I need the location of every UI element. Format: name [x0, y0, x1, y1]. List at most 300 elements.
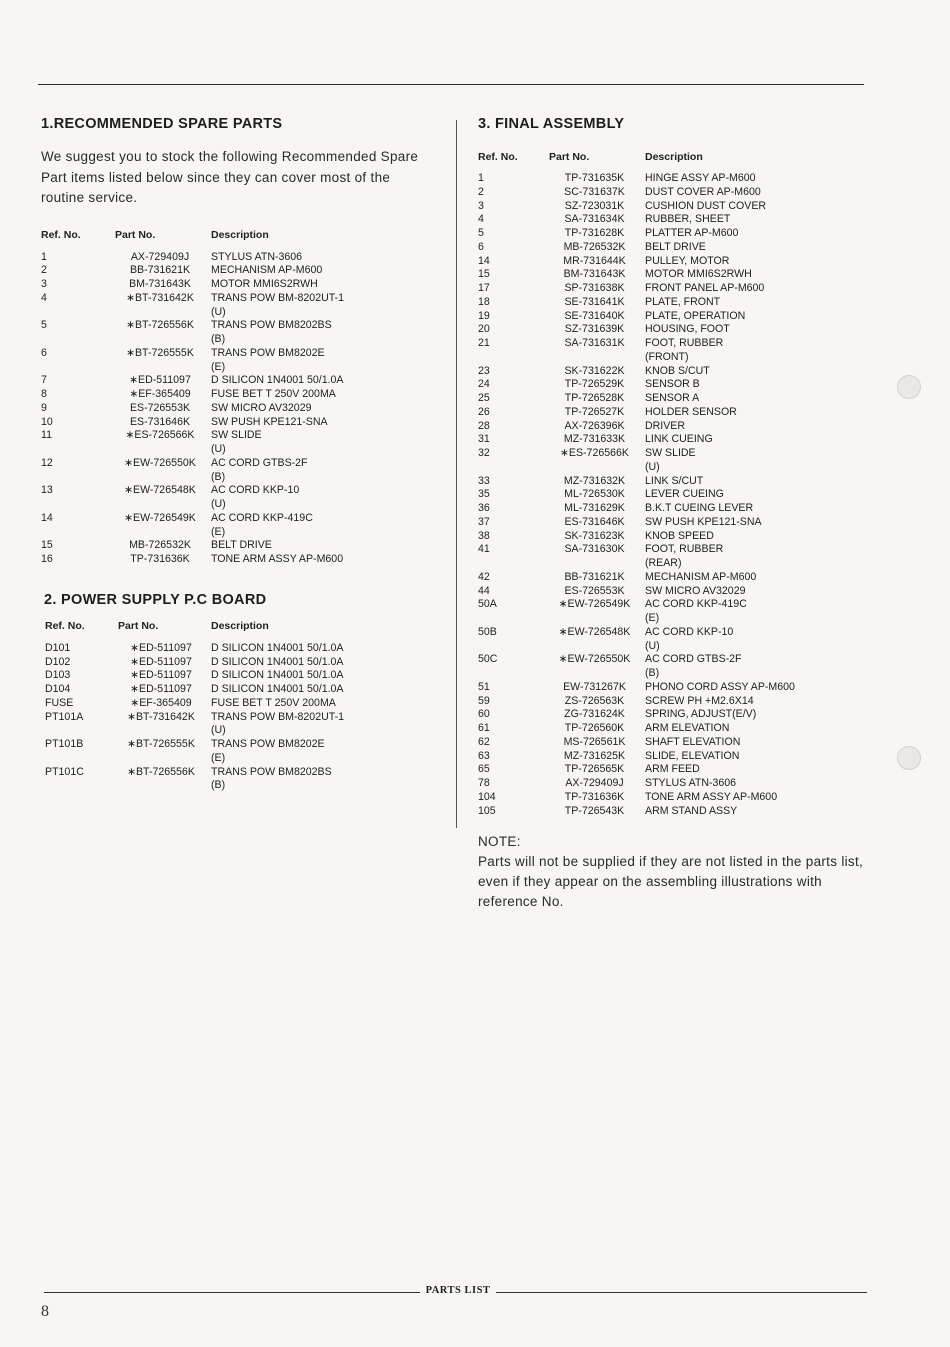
description-cell — [211, 292, 441, 320]
description-line: CUSHION DUST COVER — [645, 199, 767, 212]
ref-no-cell: 33 — [478, 474, 490, 487]
part-no-cell: ES-731646K — [564, 515, 625, 528]
description-line: PHONO CORD ASSY AP-M600 — [645, 680, 795, 693]
ref-no-cell: 21 — [478, 337, 490, 349]
table-row — [478, 681, 873, 695]
description-cell — [645, 268, 873, 282]
part-no-cell: SA-731634K — [564, 213, 625, 226]
ref-no-cell: 14 — [41, 511, 53, 524]
part-no-cell: AX-729409J — [565, 777, 624, 789]
description-line: D SILICON 1N4001 50/1.0A — [211, 669, 344, 682]
description-line: STYLUS ATN-3606 — [645, 777, 737, 789]
ref-no-cell: 1 — [478, 172, 484, 184]
ref-no-cell: 6 — [41, 346, 47, 359]
ref-no-cell: 17 — [478, 282, 490, 294]
description-cell — [645, 777, 873, 791]
header-ref-no: Ref. No. — [478, 151, 518, 163]
table-row — [478, 736, 873, 750]
table-row — [478, 337, 873, 365]
table-header — [478, 151, 873, 163]
table-header — [41, 229, 441, 241]
part-no-cell: BM-731643K — [129, 278, 191, 290]
description-cell — [645, 296, 873, 310]
part-no-cell: SE-731640K — [564, 309, 625, 322]
ref-no-cell: 28 — [478, 419, 490, 432]
description-cell — [211, 683, 441, 697]
description-line: LEVER CUEING — [645, 488, 724, 501]
description-line: D SILICON 1N4001 50/1.0A — [211, 655, 344, 668]
part-no-cell: ∗BT-726555K — [127, 738, 195, 750]
description-cell — [645, 365, 873, 379]
table-row — [45, 642, 441, 656]
description-line: MOTOR MMI6S2RWH — [645, 268, 752, 281]
final-assembly-table — [478, 151, 873, 818]
description-line: AC CORD GTBS-2F — [211, 456, 308, 469]
table-row — [478, 777, 873, 791]
part-no-cell: ∗EF-365409 — [130, 696, 192, 709]
table-row — [45, 711, 441, 739]
description-line: SW MICRO AV32029 — [211, 401, 312, 414]
part-no-cell: ML-731629K — [564, 502, 625, 514]
description-cell — [645, 282, 873, 296]
part-no-cell: SE-731641K — [564, 295, 625, 308]
description-line: SW PUSH KPE121-SNA — [211, 415, 328, 428]
part-no-cell: SA-731631K — [564, 337, 625, 349]
part-no-cell: ∗EW-726550K — [124, 456, 196, 469]
ref-no-cell: 8 — [41, 388, 47, 400]
description-cell — [645, 310, 873, 324]
table-row — [45, 766, 441, 794]
description-line: HINGE ASSY AP-M600 — [645, 172, 756, 184]
ref-no-cell: 18 — [478, 295, 490, 308]
part-no-cell: MS-726561K — [563, 735, 626, 748]
description-cell — [645, 323, 873, 337]
description-cell — [645, 722, 873, 736]
part-no-cell: SP-731638K — [564, 282, 625, 294]
description-cell — [211, 347, 441, 375]
description-line: FOOT, RUBBER — [645, 337, 724, 349]
table-row — [478, 241, 873, 255]
description-cell — [211, 264, 441, 278]
ref-no-cell: FUSE — [45, 696, 74, 709]
table-row — [41, 319, 441, 347]
ref-no-cell: 4 — [478, 213, 484, 226]
part-no-cell: ∗ES-726566K — [560, 447, 629, 459]
description-cell — [645, 406, 873, 420]
table-row — [478, 626, 873, 654]
part-no-cell: AX-726396K — [564, 419, 625, 432]
part-no-cell: SK-731622K — [564, 364, 625, 377]
description-line: (U) — [645, 639, 660, 652]
ref-no-cell: 78 — [478, 777, 490, 789]
description-cell — [645, 543, 873, 571]
page-number: 8 — [41, 1303, 49, 1320]
description-line: SW SLIDE — [645, 447, 696, 459]
ref-no-cell: 3 — [478, 199, 484, 212]
part-no-cell: BB-731621K — [129, 264, 191, 277]
table-row — [478, 433, 873, 447]
ref-no-cell: 4 — [41, 291, 47, 304]
description-line: KNOB SPEED — [645, 529, 714, 542]
description-cell — [645, 227, 873, 241]
description-line: AC CORD GTBS-2F — [645, 653, 742, 666]
ref-no-cell: 37 — [478, 515, 490, 528]
top-rule — [38, 84, 864, 85]
part-no-cell: TP-726565K — [564, 763, 625, 776]
recommended-spare-parts-title: 1.RECOMMENDED SPARE PARTS — [41, 116, 283, 132]
header-description: Description — [645, 151, 703, 163]
table-row — [478, 310, 873, 324]
part-no-cell: MR-731644K — [563, 254, 626, 267]
description-cell — [645, 763, 873, 777]
description-cell — [211, 374, 441, 388]
power-supply-table-body — [45, 642, 441, 793]
ref-no-cell: PT101B — [45, 738, 84, 750]
part-no-cell: TP-731635K — [564, 172, 625, 184]
table-row — [45, 697, 441, 711]
table-row — [41, 278, 441, 292]
ref-no-cell: 20 — [478, 323, 490, 336]
header-part-no: Part No. — [115, 228, 156, 241]
description-line: SW PUSH KPE121-SNA — [645, 515, 762, 528]
ref-no-cell: 51 — [478, 680, 490, 693]
description-line: (B) — [645, 667, 660, 679]
description-cell — [645, 791, 873, 805]
part-no-cell: ∗BT-726555K — [126, 346, 194, 359]
table-row — [478, 213, 873, 227]
description-cell — [645, 447, 873, 475]
description-line: FOOT, RUBBER — [645, 543, 724, 556]
description-line: MECHANISM AP-M600 — [211, 264, 323, 277]
description-line: SLIDE, ELEVATION — [645, 749, 740, 762]
description-line: LINK CUEING — [645, 433, 713, 446]
description-cell — [645, 172, 873, 186]
table-row — [41, 512, 441, 540]
table-row — [478, 420, 873, 434]
table-row — [478, 502, 873, 516]
part-no-cell: SK-731623K — [564, 529, 625, 542]
header-ref-no: Ref. No. — [45, 619, 85, 632]
description-line: AC CORD KKP-419C — [645, 598, 747, 611]
ref-no-cell: 41 — [478, 543, 490, 556]
ref-no-cell: 50B — [478, 625, 497, 638]
description-line: HOLDER SENSOR — [645, 405, 737, 418]
description-cell — [211, 402, 441, 416]
description-line: LINK S/CUT — [645, 474, 704, 487]
ref-no-cell: 62 — [478, 735, 490, 748]
table-row — [478, 282, 873, 296]
ref-no-cell: 104 — [478, 790, 496, 803]
header-part-no: Part No. — [118, 619, 159, 632]
description-cell — [645, 750, 873, 764]
description-cell — [645, 708, 873, 722]
part-no-cell: TP-726529K — [564, 378, 625, 391]
description-line: MECHANISM AP-M600 — [645, 570, 757, 583]
description-line: PLATE, FRONT — [645, 295, 721, 308]
description-line: TRANS POW BM8202BS — [211, 765, 332, 778]
ref-no-cell: 23 — [478, 364, 490, 377]
table-row — [41, 539, 441, 553]
description-cell — [645, 488, 873, 502]
punch-hole-lower — [897, 746, 921, 770]
final-assembly-table-body — [478, 172, 873, 818]
part-no-cell: SA-731630K — [564, 543, 625, 556]
description-line: (REAR) — [645, 557, 682, 569]
table-row — [45, 656, 441, 670]
part-no-cell: ∗BT-731642K — [126, 291, 194, 304]
table-row — [478, 516, 873, 530]
description-line: FUSE BET T 250V 200MA — [211, 388, 336, 400]
description-cell — [211, 711, 441, 739]
part-no-cell: ∗EW-726548K — [124, 484, 196, 497]
ref-no-cell: 50A — [478, 598, 497, 611]
part-no-cell: ZS-726563K — [564, 694, 625, 707]
part-no-cell: ∗EF-365409 — [129, 388, 191, 400]
description-cell — [645, 626, 873, 654]
table-row — [478, 530, 873, 544]
ref-no-cell: D102 — [45, 655, 71, 668]
table-row — [41, 457, 441, 485]
final-assembly-title: 3. FINAL ASSEMBLY — [478, 116, 625, 132]
table-row — [41, 264, 441, 278]
description-line: AC CORD KKP-10 — [645, 625, 734, 638]
table-row — [478, 708, 873, 722]
table-row — [478, 750, 873, 764]
table-row — [478, 543, 873, 571]
description-cell — [211, 278, 441, 292]
description-cell — [211, 656, 441, 670]
table-row — [45, 683, 441, 697]
table-row — [41, 251, 441, 265]
table-row — [478, 475, 873, 489]
description-line: AC CORD KKP-10 — [211, 484, 300, 497]
description-line: (U) — [211, 498, 226, 510]
table-row — [41, 402, 441, 416]
part-no-cell: ML-726530K — [564, 488, 625, 501]
description-line: TRANS POW BM-8202UT-1 — [211, 710, 345, 723]
table-row — [41, 388, 441, 402]
part-no-cell: TP-726527K — [564, 405, 625, 418]
description-cell — [645, 598, 873, 626]
description-line: HOUSING, FOOT — [645, 323, 730, 336]
part-no-cell: ∗ED-511097 — [130, 655, 192, 668]
description-line: ARM FEED — [645, 763, 700, 776]
ref-no-cell: 2 — [41, 264, 47, 277]
ref-no-cell: 1 — [41, 250, 47, 263]
description-line: TONE ARM ASSY AP-M600 — [645, 790, 778, 803]
table-row — [478, 585, 873, 599]
description-line: FRONT PANEL AP-M600 — [645, 282, 765, 294]
description-line: PLATTER AP-M600 — [645, 227, 739, 239]
description-line: (B) — [211, 779, 226, 792]
part-no-cell: ∗EW-726549K — [558, 598, 631, 611]
part-no-cell: ∗ED-511097 — [130, 683, 192, 695]
ref-no-cell: 60 — [478, 708, 490, 721]
description-line: (U) — [211, 443, 226, 455]
description-line: (E) — [645, 612, 660, 624]
ref-no-cell: D103 — [45, 669, 71, 682]
table-row — [41, 429, 441, 457]
ref-no-cell: 65 — [478, 763, 490, 776]
part-no-cell: MZ-731625K — [563, 749, 626, 762]
table-row — [41, 292, 441, 320]
ref-no-cell: 61 — [478, 722, 490, 734]
part-no-cell: TP-726560K — [564, 722, 625, 734]
table-row — [41, 553, 441, 567]
part-no-cell: BB-731621K — [564, 570, 625, 583]
ref-no-cell: 35 — [478, 488, 490, 501]
ref-no-cell: 42 — [478, 570, 490, 583]
footer-label: PARTS LIST — [425, 1285, 491, 1296]
description-cell — [645, 571, 873, 585]
part-no-cell: ES-726553K — [564, 584, 625, 597]
table-row — [478, 186, 873, 200]
ref-no-cell: 15 — [41, 539, 53, 552]
description-line: FUSE BET T 250V 200MA — [211, 696, 336, 709]
description-line: (FRONT) — [645, 350, 689, 363]
ref-no-cell: 50C — [478, 653, 498, 666]
part-no-cell: ∗ED-511097 — [129, 374, 191, 387]
part-no-cell: ∗ED-511097 — [130, 669, 192, 682]
power-supply-title: 2. POWER SUPPLY P.C BOARD — [44, 591, 267, 608]
description-line: SCREW PH +M2.6X14 — [645, 694, 754, 707]
description-cell — [645, 420, 873, 434]
part-no-cell: ES-731646K — [129, 415, 191, 428]
description-cell — [645, 530, 873, 544]
table-row — [478, 447, 873, 475]
description-cell — [645, 241, 873, 255]
description-cell — [211, 553, 441, 567]
description-line: SENSOR B — [645, 378, 700, 391]
ref-no-cell: 12 — [41, 456, 53, 469]
description-line: SPRING, ADJUST(E/V) — [645, 708, 757, 721]
description-line: BELT DRIVE — [645, 240, 706, 253]
ref-no-cell: 5 — [41, 319, 47, 332]
table-row — [478, 296, 873, 310]
note-label: NOTE: — [478, 834, 521, 850]
description-line: (E) — [211, 751, 226, 764]
description-line: MOTOR MMI6S2RWH — [211, 278, 318, 290]
ref-no-cell: 31 — [478, 433, 490, 446]
description-line: TONE ARM ASSY AP-M600 — [211, 553, 344, 565]
header-part-no: Part No. — [549, 151, 590, 163]
ref-no-cell: 59 — [478, 694, 490, 707]
ref-no-cell: PT101A — [45, 710, 84, 723]
description-cell — [211, 429, 441, 457]
part-no-cell: ∗EW-726548K — [558, 625, 631, 638]
description-cell — [645, 213, 873, 227]
table-row — [478, 172, 873, 186]
part-no-cell: TP-731636K — [130, 553, 190, 565]
description-line: (E) — [211, 525, 226, 538]
table-row — [478, 200, 873, 214]
ref-no-cell: 15 — [478, 268, 490, 281]
note-block — [478, 832, 873, 911]
header-description: Description — [211, 619, 269, 632]
description-line: SHAFT ELEVATION — [645, 735, 741, 748]
part-no-cell: MB-726532K — [129, 539, 191, 552]
left-column — [41, 116, 441, 793]
description-cell — [211, 697, 441, 711]
description-line: STYLUS ATN-3606 — [211, 250, 303, 263]
part-no-cell: SC-731637K — [564, 185, 625, 198]
ref-no-cell: 26 — [478, 405, 490, 418]
part-no-cell: ∗EW-726549K — [124, 511, 196, 524]
part-no-cell: ∗BT-731642K — [127, 710, 195, 723]
table-row — [478, 598, 873, 626]
part-no-cell: MB-726532K — [563, 240, 626, 253]
table-row — [478, 378, 873, 392]
ref-no-cell: D104 — [45, 683, 71, 695]
table-row — [478, 571, 873, 585]
description-line: RUBBER, SHEET — [645, 213, 731, 226]
header-ref-no: Ref. No. — [41, 228, 81, 241]
table-row — [478, 406, 873, 420]
ref-no-cell: 6 — [478, 240, 484, 253]
description-cell — [645, 337, 873, 365]
footer-rule-left — [44, 1292, 420, 1293]
table-row — [478, 695, 873, 709]
part-no-cell: ∗EW-726550K — [558, 653, 631, 666]
description-cell — [211, 319, 441, 347]
part-no-cell: ∗ED-511097 — [130, 641, 192, 654]
description-cell — [645, 695, 873, 709]
table-row — [478, 323, 873, 337]
part-no-cell: SZ-723031K — [564, 199, 625, 212]
table-row — [41, 484, 441, 512]
description-line: DUST COVER AP-M600 — [645, 185, 761, 198]
right-column — [478, 116, 873, 911]
description-cell — [645, 585, 873, 599]
description-cell — [211, 457, 441, 485]
table-row — [478, 488, 873, 502]
footer-rule-right — [496, 1292, 867, 1293]
description-cell — [645, 681, 873, 695]
description-line: AC CORD KKP-419C — [211, 511, 313, 524]
part-no-cell: EW-731267K — [563, 680, 626, 693]
part-no-cell: TP-726528K — [564, 392, 625, 404]
description-cell — [211, 642, 441, 656]
description-cell — [211, 539, 441, 553]
description-line: KNOB S/CUT — [645, 364, 710, 377]
table-row — [478, 805, 873, 819]
part-no-cell: AX-729409J — [130, 250, 190, 263]
table-row — [478, 255, 873, 269]
ref-no-cell: 36 — [478, 502, 490, 514]
punch-hole-upper — [897, 375, 921, 399]
table-header — [45, 620, 441, 632]
table-row — [478, 722, 873, 736]
description-line: DRIVER — [645, 419, 686, 432]
description-cell — [645, 433, 873, 447]
column-divider — [456, 120, 457, 828]
table-row — [478, 763, 873, 777]
description-cell — [645, 392, 873, 406]
ref-no-cell: 10 — [41, 415, 53, 428]
ref-no-cell: 32 — [478, 447, 490, 459]
ref-no-cell: 44 — [478, 584, 490, 597]
part-no-cell: MZ-731632K — [563, 474, 626, 487]
part-no-cell: ∗BT-726556K — [127, 765, 195, 778]
table-row — [45, 738, 441, 766]
description-line: PULLEY, MOTOR — [645, 254, 730, 267]
description-line: SENSOR A — [645, 392, 700, 404]
description-cell — [645, 475, 873, 489]
description-cell — [645, 200, 873, 214]
table-row — [478, 392, 873, 406]
description-line: (U) — [211, 724, 226, 737]
description-cell — [645, 516, 873, 530]
